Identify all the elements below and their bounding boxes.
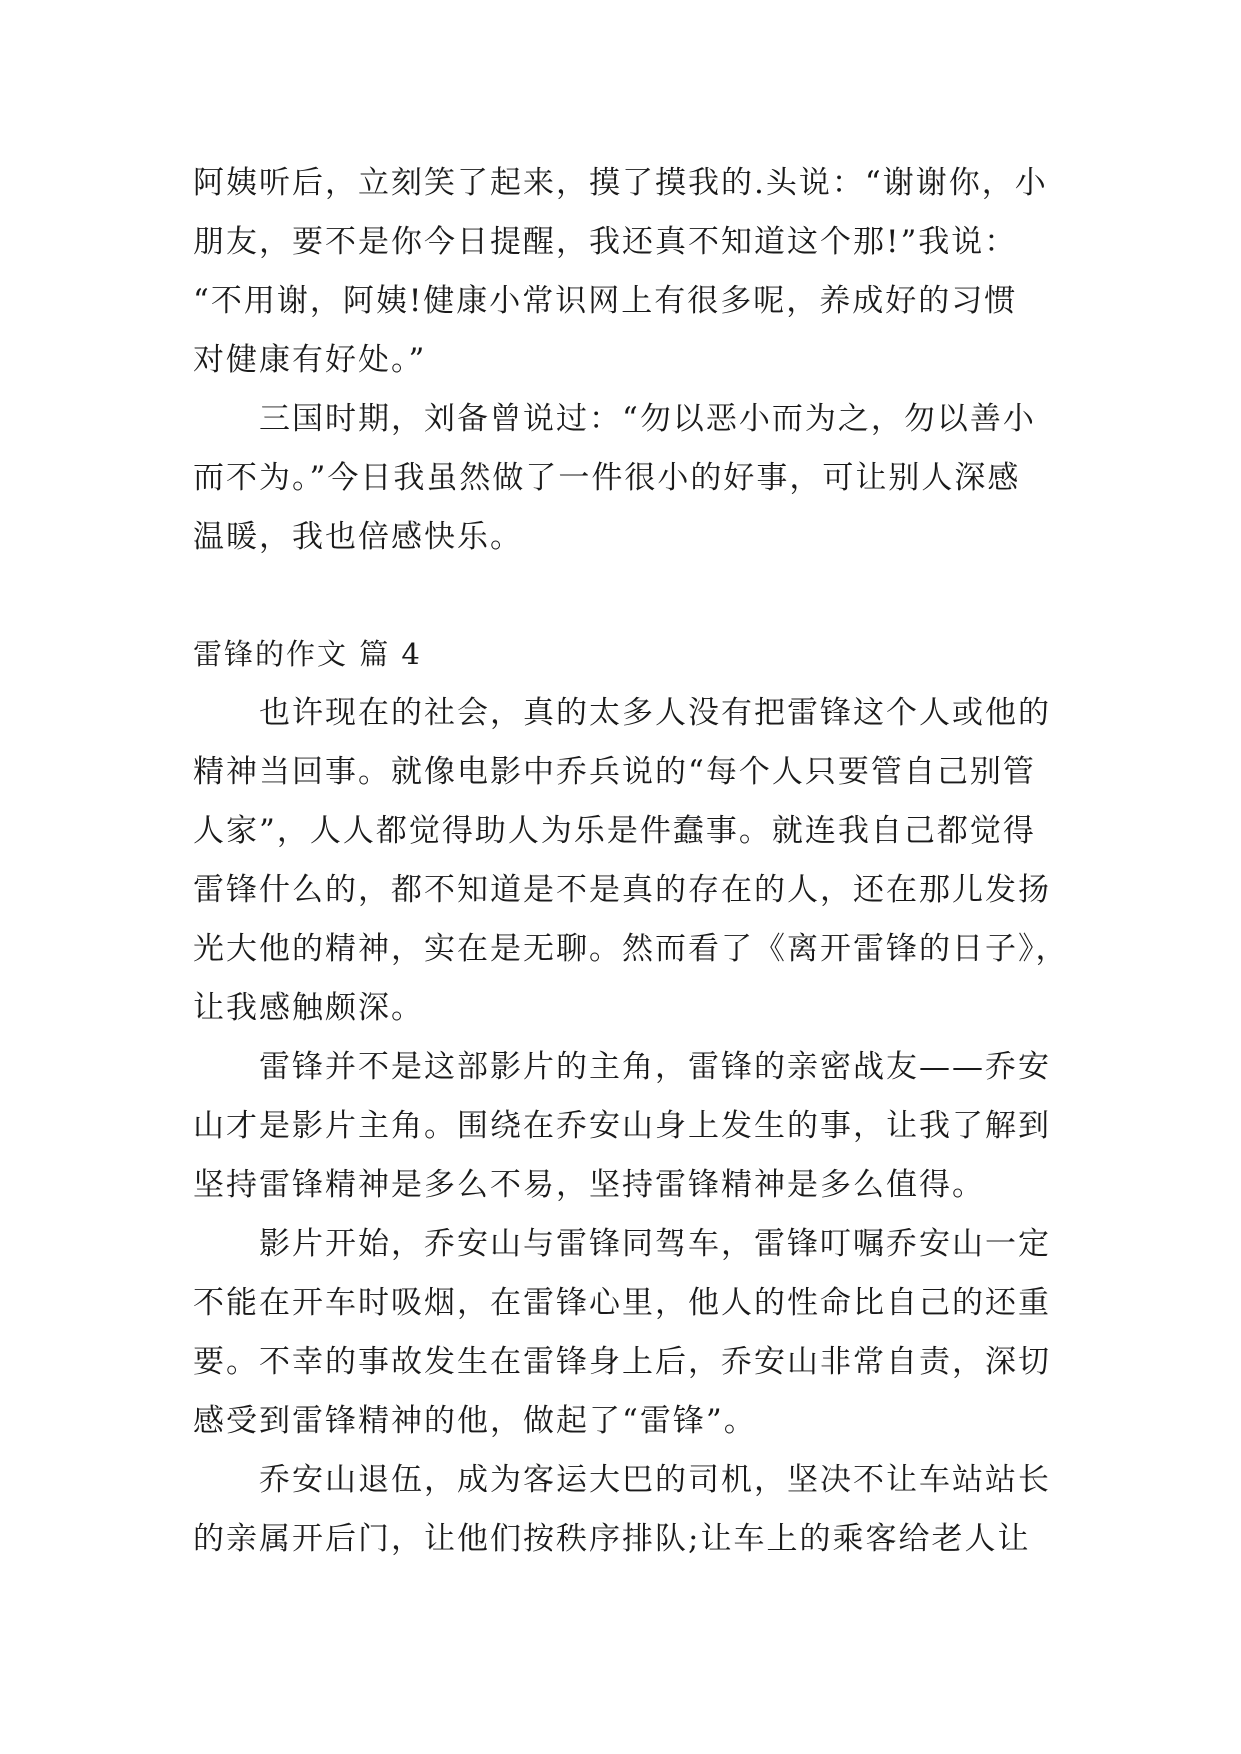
paragraph-4 [193, 1038, 1053, 1215]
paragraph-line: 人家”，人人都觉得助人为乐是件蠢事。就连我自己都觉得 [193, 813, 1036, 849]
paragraph-line: 雷锋什么的，都不知道是不是真的存在的人，还在那儿发扬 [193, 872, 1051, 908]
paragraph-6 [193, 1451, 1053, 1569]
paragraph-line: 朋友，要不是你今日提醒，我还真不知道这个那!”我说： [193, 224, 1018, 260]
paragraph-line: 的亲属开后门，让他们按秩序排队;让车上的乘客给老人让 [193, 1521, 1031, 1557]
paragraph-line: 要。不幸的事故发生在雷锋身上后，乔安山非常自责，深切 [193, 1344, 1051, 1380]
paragraph-line: 而不为。”今日我虽然做了一件很小的好事，可让别人深感 [193, 460, 1021, 496]
section-heading: 雷锋的作文 篇 4 [193, 637, 422, 671]
paragraph-2 [193, 390, 1053, 567]
paragraph-line: 精神当回事。就像电影中乔兵说的“每个人只要管自己别管 [193, 754, 1036, 790]
paragraph-line: 乔安山退伍，成为客运大巴的司机，坚决不让车站站长 [259, 1462, 1051, 1498]
paragraph-line: 阿姨听后，立刻笑了起来，摸了摸我的.头说：“谢谢你，小 [193, 165, 1048, 201]
paragraph-line: 山才是影片主角。围绕在乔安山身上发生的事，让我了解到 [193, 1108, 1051, 1144]
paragraph-line: 坚持雷锋精神是多么不易，坚持雷锋精神是多么值得。 [193, 1167, 985, 1203]
paragraph-line: 对健康有好处。” [193, 342, 427, 378]
paragraph-line: 感受到雷锋精神的他，做起了“雷锋”。 [193, 1403, 757, 1439]
paragraph-5 [193, 1215, 1053, 1451]
paragraph-line: 雷锋并不是这部影片的主角，雷锋的亲密战友——乔安 [259, 1049, 1051, 1085]
paragraph-line: 影片开始，乔安山与雷锋同驾车，雷锋叮嘱乔安山一定 [259, 1226, 1051, 1262]
paragraph-line: 不能在开车时吸烟，在雷锋心里，他人的性命比自己的还重 [193, 1285, 1051, 1321]
paragraph-line: 让我感触颇深。 [193, 990, 424, 1026]
paragraph-line: “不用谢，阿姨!健康小常识网上有很多呢，养成好的习惯 [193, 283, 1018, 319]
paragraph-line: 光大他的精神，实在是无聊。然而看了《离开雷锋的日子》， [193, 931, 1069, 967]
paragraph-line: 三国时期，刘备曾说过：“勿以恶小而为之，勿以善小 [259, 401, 1036, 437]
paragraph-1 [193, 154, 1053, 390]
paragraph-3 [193, 684, 1069, 1038]
paragraph-line: 也许现在的社会，真的太多人没有把雷锋这个人或他的 [259, 695, 1051, 731]
paragraph-line: 温暖，我也倍感快乐。 [193, 519, 523, 555]
